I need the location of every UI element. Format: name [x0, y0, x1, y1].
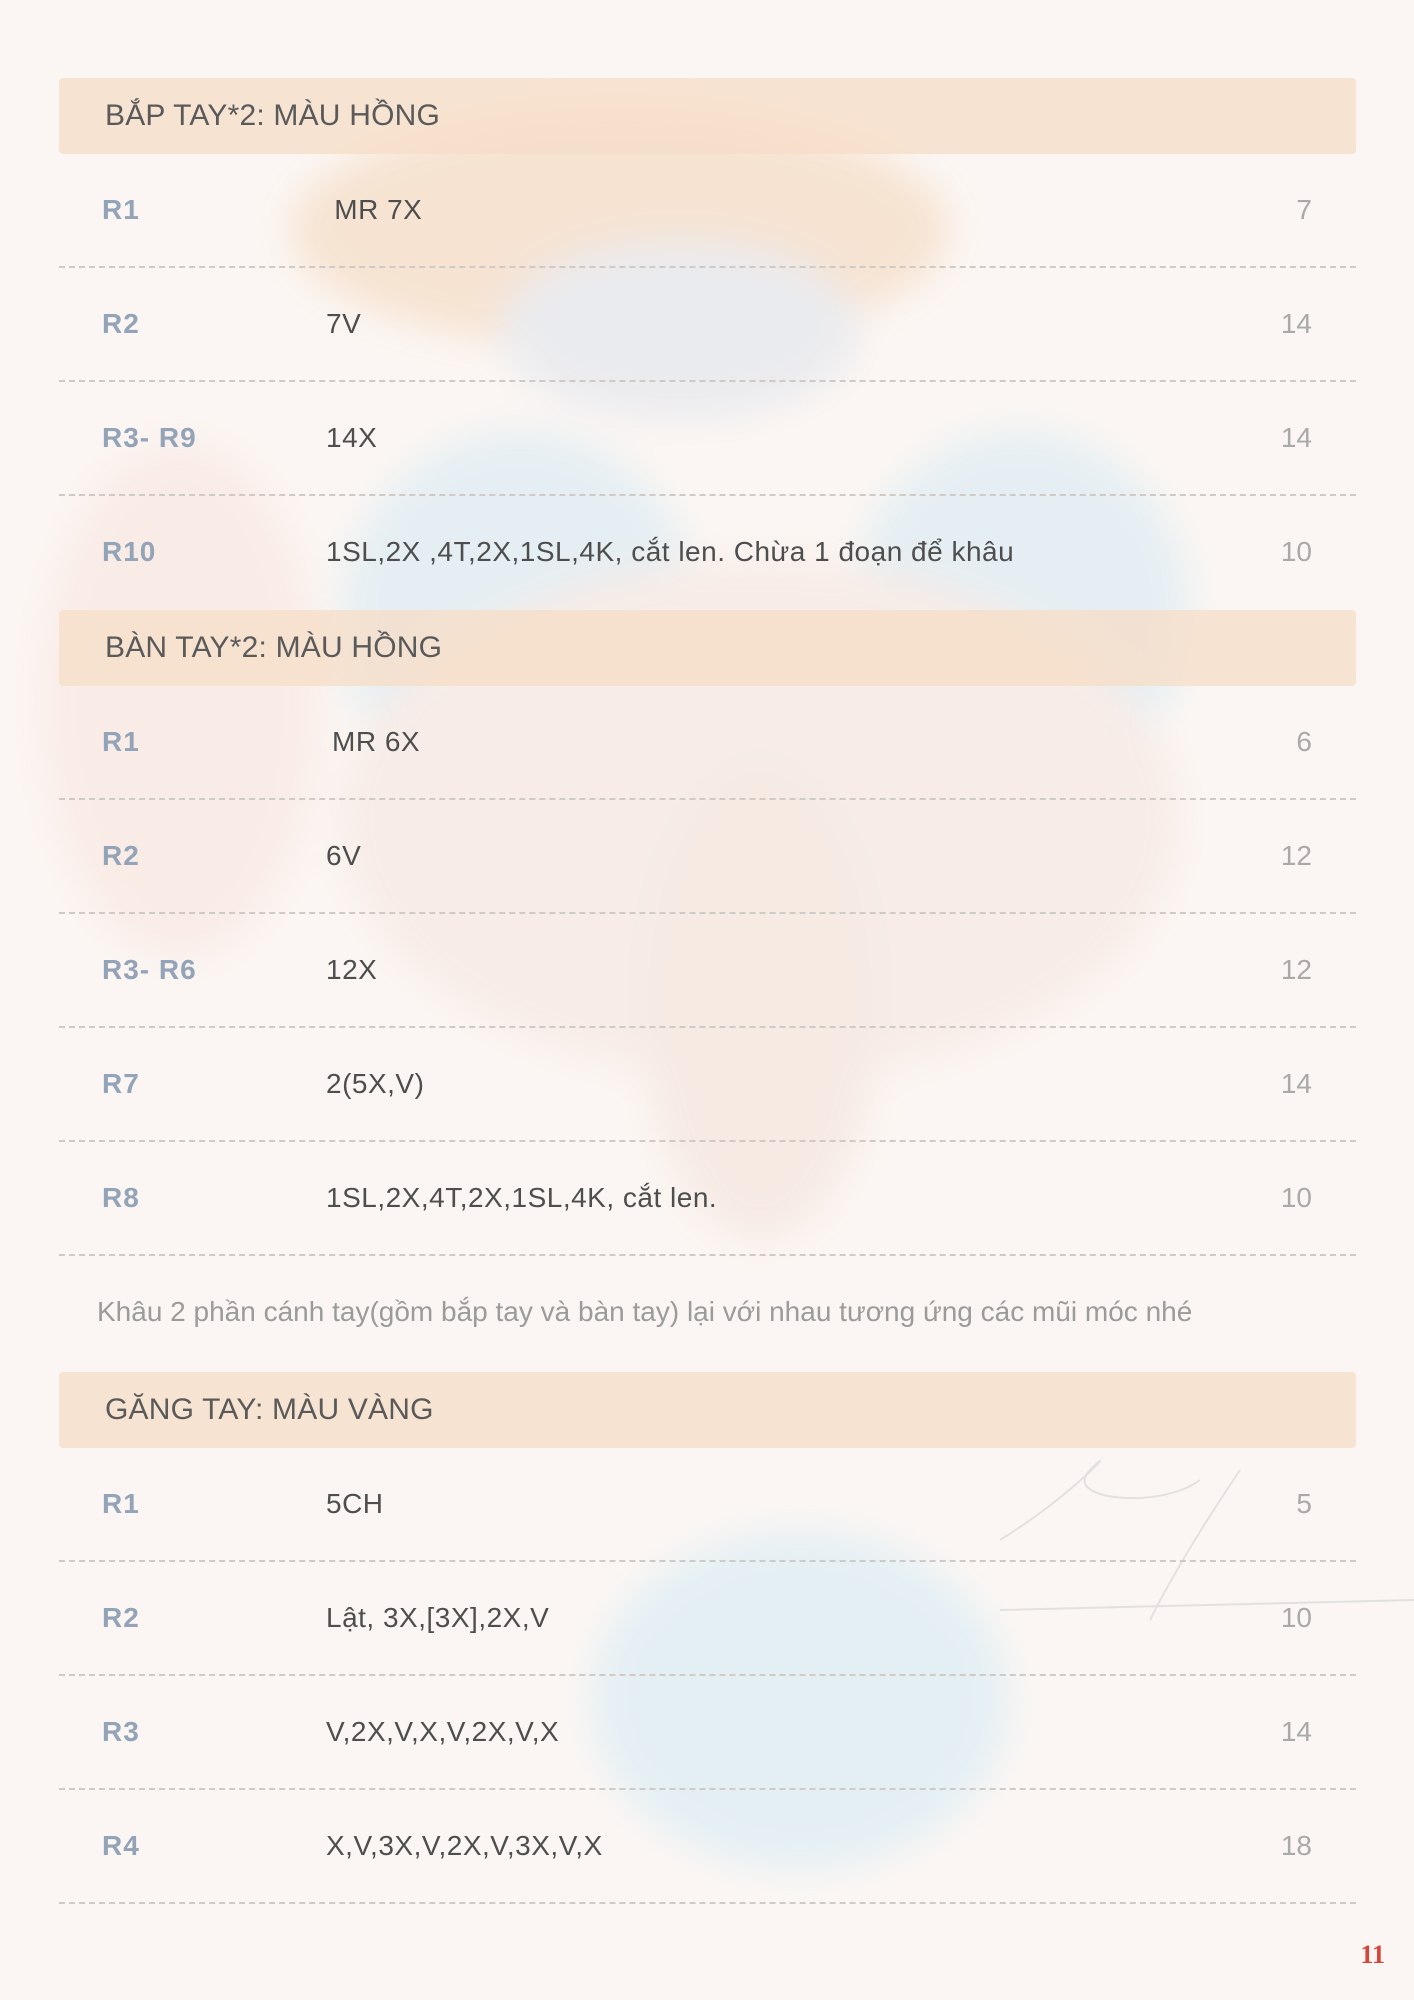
table-row — [59, 154, 1356, 268]
row-label: R1 — [102, 194, 140, 225]
table-row — [59, 1448, 1356, 1562]
table-row — [59, 1790, 1356, 1904]
row-count: 10 — [1280, 1182, 1312, 1213]
table-row — [59, 800, 1356, 914]
row-label: R3- R6 — [102, 954, 197, 985]
row-instruction: MR 6X — [332, 726, 421, 757]
table-row — [59, 496, 1356, 610]
row-instruction: Lật, 3X,[3X],2X,V — [326, 1602, 550, 1633]
row-instruction: MR 7X — [326, 194, 423, 225]
section-header-ban-tay — [59, 610, 1356, 686]
row-label: R2 — [102, 840, 140, 871]
section-header-bap-tay — [59, 78, 1356, 154]
table-row — [59, 1028, 1356, 1142]
row-count: 5 — [1296, 1488, 1312, 1519]
row-label: R3 — [102, 1716, 140, 1747]
row-instruction: 2(5X,V) — [326, 1068, 425, 1099]
row-label: R8 — [102, 1182, 140, 1213]
row-count: 10 — [1280, 536, 1312, 567]
row-label: R2 — [102, 1602, 140, 1633]
table-row — [59, 914, 1356, 1028]
table-row — [59, 268, 1356, 382]
row-instruction: V,2X,V,X,V,2X,V,X — [326, 1716, 560, 1747]
row-instruction: 5CH — [326, 1488, 384, 1519]
row-instruction: 14X — [326, 422, 378, 453]
row-count: 7 — [1296, 194, 1312, 225]
row-instruction: 1SL,2X ,4T,2X,1SL,4K, cắt len. Chừa 1 đoạn để khâu — [326, 536, 1015, 567]
section-header-gang-tay — [59, 1372, 1356, 1448]
row-label: R1 — [102, 1488, 140, 1519]
table-row — [59, 1676, 1356, 1790]
section-title: BÀN TAY*2: MÀU HỒNG — [105, 631, 443, 664]
table-row — [59, 1562, 1356, 1676]
row-instruction: 12X — [326, 954, 378, 985]
page-number: 11 — [1360, 1940, 1385, 1969]
row-count: 14 — [1280, 422, 1312, 453]
row-label: R3- R9 — [102, 422, 197, 453]
row-count: 14 — [1280, 308, 1312, 339]
row-instruction: 6V — [326, 840, 362, 871]
assembly-note: Khâu 2 phần cánh tay(gồm bắp tay và bàn tay) lại với nhau tương ứng các mũi móc nhé — [97, 1296, 1193, 1327]
row-count: 6 — [1296, 726, 1312, 757]
table-row — [59, 686, 1356, 800]
row-label: R10 — [102, 536, 157, 567]
section-title: GĂNG TAY: MÀU VÀNG — [105, 1393, 434, 1426]
row-instruction: 1SL,2X,4T,2X,1SL,4K, cắt len. — [326, 1182, 718, 1213]
row-label: R7 — [102, 1068, 140, 1099]
row-count: 10 — [1280, 1602, 1312, 1633]
table-row — [59, 382, 1356, 496]
row-count: 14 — [1280, 1716, 1312, 1747]
row-count: 12 — [1280, 954, 1312, 985]
row-label: R2 — [102, 308, 140, 339]
section-title: BẮP TAY*2: MÀU HỒNG — [105, 99, 441, 132]
row-instruction: 7V — [326, 308, 362, 339]
row-count: 12 — [1280, 840, 1312, 871]
table-row — [59, 1142, 1356, 1256]
row-count: 18 — [1280, 1830, 1312, 1861]
row-label: R1 — [102, 726, 140, 757]
row-count: 14 — [1280, 1068, 1312, 1099]
row-label: R4 — [102, 1830, 140, 1861]
row-instruction: X,V,3X,V,2X,V,3X,V,X — [326, 1830, 603, 1861]
